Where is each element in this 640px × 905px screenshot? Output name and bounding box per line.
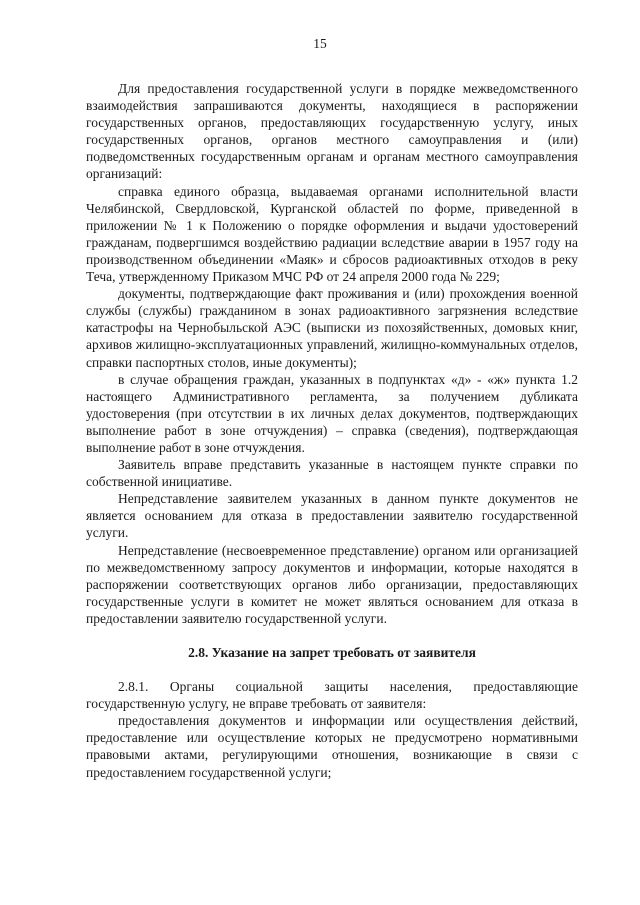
paragraph-prohibition-item: предоставления документов и информации или осуществления действий, предоставление или осуществление которых не предусмотрено нормативными правовыми актами, регулирующими отношения, возникающие в связи с предоставлением государственной услуги; [86,713,578,780]
document-body [86,80,578,781]
paragraph-not-grounds-agency: Непредставление (несвоевременное представление) органом или организацией по межведомственному запросу документов и информации, которые находятся в распоряжении соответствующих органов либо организации, предоставляющих государственные услуги в комитет не может являться основанием для отказа в предоставлении заявителю государственной услуги. [86,542,578,626]
paragraph-intro: Для предоставления государственной услуги в порядке межведомственного взаимодействия запрашиваются документы, находящиеся в распоряжении государственных органов, предоставляющих государственную услугу, иных государственных органов, органов местного самоуправления и (или) подведомственных государственным органам и органам местного самоуправления организаций: [86,81,578,182]
paragraph-duplicate-case: в случае обращения граждан, указанных в подпунктах «д» - «ж» пункта 1.2 настоящего Административного регламента, за получением дубликата удостоверения (при отсутствии в их личных делах документов, подтверждающих выполнение работ в зоне отчуждения) – справка (сведения), подтверждающая выполнение работ в зоне отчуждения. [86,371,578,455]
paragraph-certificate: справка единого образца, выдаваемая органами исполнительной власти Челябинской, Свердловской, Курганской областей по форме, приведенной в приложении № 1 к Положению о порядке оформления и выдачи удостоверений гражданам, подвергшимся воздействию радиации вследствие аварии в 1957 году на производственном объединении «Маяк» и сбросов радиоактивных отходов в реку Теча, утвержденному Приказом МЧС РФ от 24 апреля 2000 года № 229; [86,183,578,285]
paragraph-2-8-1: 2.8.1. Органы социальной защиты населения, предоставляющие государственную услугу, не вправе требовать от заявителя: [86,679,578,712]
paragraph-not-grounds-applicant: Непредставление заявителем указанных в данном пункте документов не является основанием для отказа в предоставлении заявителю государственной услуги. [86,491,578,541]
paragraph-residence-documents: документы, подтверждающие факт проживания и (или) прохождения военной службы (службы) гражданином в зонах радиоактивного загрязнения вследствие катастрофы на Чернобыльской АЭС (выписки из похозяйственных, домовых книг, архивов жилищно-эксплуатационных управлений, жилищно-коммунальных отделов, справки паспортных столов, иные документы); [86,286,578,370]
page-number: 15 [313,36,327,51]
section-heading: 2.8. Указание на запрет требовать от заявителя [188,645,476,660]
paragraph-own-initiative: Заявитель вправе представить указанные в настоящем пункте справки по собственной инициативе. [86,457,578,490]
